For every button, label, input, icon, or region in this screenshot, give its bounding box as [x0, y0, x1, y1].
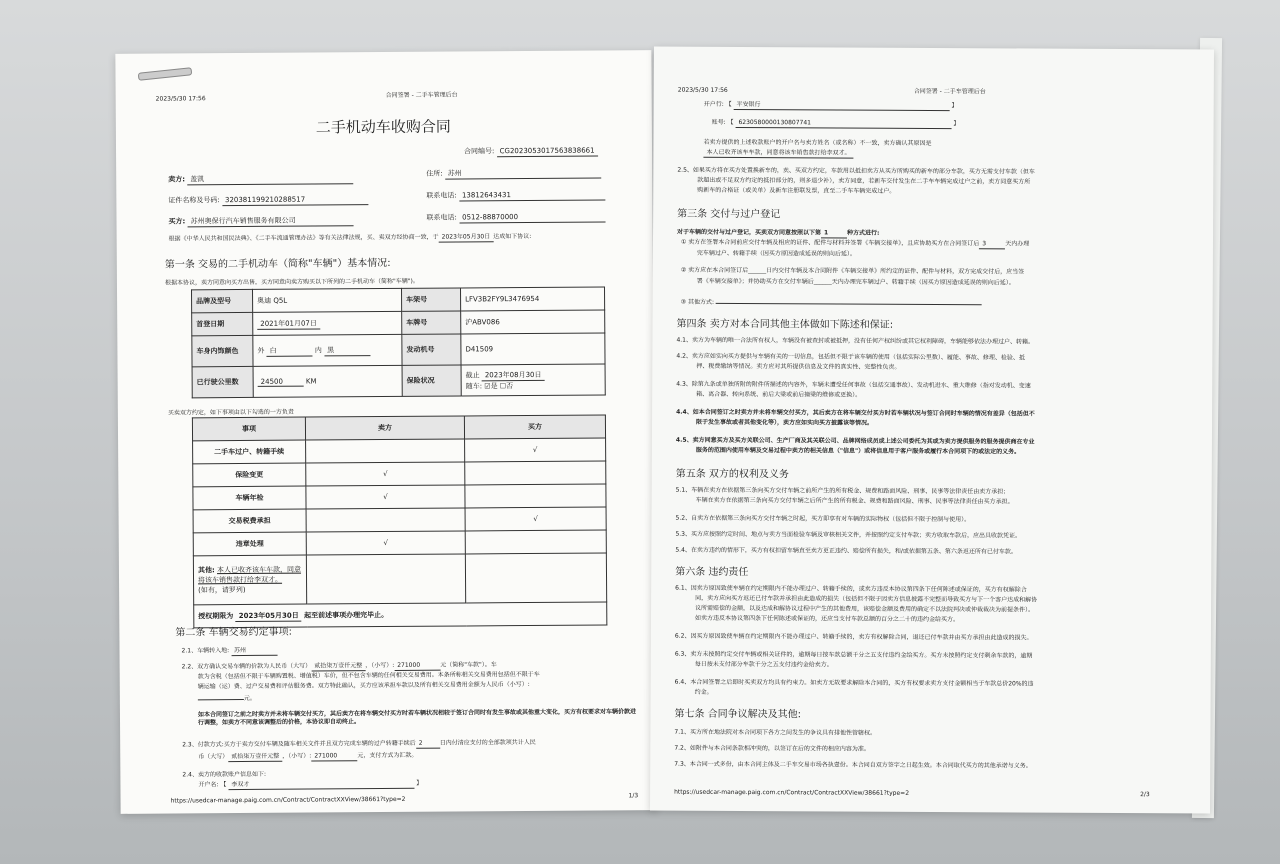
account-note-1: 若卖方提供的上述收款账户的开户名与卖方姓名（或名称）不一致，卖方确认其原因是 — [703, 138, 932, 147]
seller-row: 卖方: 盖凯 — [168, 174, 353, 185]
clause-2-5-line1: 2.5、如果买方将在买方处置换新车的，卖、买双方约定，车款用以抵扣卖方从买方所购买的新车的部分车款，买方无需支付车款（但车 — [677, 166, 1035, 176]
page2-footer-url: https://usedcar-manage.paig.com.cn/Contract/ContractXXView/38661?type=2 — [674, 788, 910, 797]
clause-4-1: 4.1、卖方为车辆的唯一合法所有权人，车辆没有被查封或被抵押，没有任何产权纠纷或其它权利障碍，车辆能够依法办理过户、转籍。 — [676, 336, 1035, 346]
clause-4-2-line2: 押、税费缴纳等情况。卖方应对其所提供信息及文件的真实性、完整性负责。 — [696, 362, 901, 371]
intro-text: 根据《中华人民共和国民法典》、《二手车流通管理办法》等有关法律法规，买、卖双方经协商一致，于 2023年05月30日 达成如下协议: — [168, 232, 532, 243]
clause-2-3-line2: 币（大写） 贰拾柒万壹仟元整 ，（小写）: 271000 元，支付方式为汇款。 — [198, 751, 418, 761]
page1-header-title: 合同签署 - 二手车管理后台 — [385, 91, 458, 99]
clause-7-3: 7.3、本合同一式多份，由本合同主体及二手车交易市场各执壹份。本合同自双方签字之日起生效。本合同取代买方的其他承诺与义务。 — [674, 760, 1032, 770]
clause-7-2: 7.2、如附件与本合同条款相冲突的，以签订在后的文件的相应内容为准。 — [674, 744, 870, 753]
article-1-sub: 根据本协议，卖方同意向买方出售，买方同意向卖方购买以下所列的二手机动车（简称"车辆")。 — [164, 277, 419, 287]
article-7-title: 第七条 合同争议解决及其他: — [674, 708, 802, 721]
page2-header-title: 合同签署 - 二手车管理后台 — [913, 87, 986, 96]
page2-header-date: 2023/5/30 17:56 — [677, 86, 728, 94]
table-row: 二手车过户、转籍手续 √ — [193, 438, 606, 464]
article-2-title: 第二条 车辆交易约定事项: — [175, 626, 292, 639]
clause-4-4-line2: 限于发生事故或者其他变化等），卖方应如实向买方披露该等情况。 — [696, 418, 874, 427]
clause-5-4: 5.4、在卖方违约的情形下，买方有权扣留车辆直至卖方更正违约、赔偿所有损失，和/或依据第五条、第六条返还所有已付车款。 — [675, 546, 1017, 556]
clause-6-4-line2: 约金。 — [694, 688, 713, 696]
option-1-line1: ① 卖方在签署本合同前应交付车辆及相应的证件、配件与材料并签署《车辆交接单》，且应协助买方在合同签订后 3 天内办理 — [680, 238, 1030, 248]
bank-row: 开户行: 【 平安银行 】 — [703, 100, 958, 110]
clause-2-5-line3: 购新车的合格证（或关单）及新车注册联发票，直至二手车车辆完成过户。 — [697, 186, 896, 195]
clause-4-2-line1: 4.2、卖方应如实向买方提供与车辆有关的一切信息，包括但不限于该车辆的使用（包括实际公里数）、履能、事故、修理、检验、抵 — [676, 352, 1025, 362]
account-note-2: 本人已收齐该车车款，同意将该车销售款打给李双才。 — [703, 149, 853, 158]
clause-6-1-line1: 6.1、因卖方原因致使车辆在约定期限内不能办理过户、转籍手续的，或卖方违反本协议第四条下任何陈述或保证的，买方有权解除合 — [675, 584, 1027, 594]
article-3-intro: 对于车辆的交付与过户登记，买卖双方同意按照以下第 1 种方式进行: — [677, 228, 880, 237]
page2-number: 2/3 — [1140, 791, 1150, 799]
article-3-title: 第三条 交付与过户登记 — [677, 208, 781, 221]
id-row: 证件名称及号码: 320381199210288517 — [168, 195, 368, 206]
duty-table: 事项 卖方 买方 二手车过户、转籍手续 √ 保险变更 √ 车辆年检 √ 交易税费承担 √ 违章处理 √ 其他: 本人已收齐该车车款，同意将该车销售款打给李双才。 (如有，请罗列) 授权期限为 2023年05月30日 起至前述事项办理完毕止。 — [192, 414, 607, 628]
page1-footer-url: https://usedcar-manage.paig.com.cn/Contract/ContractXXView/38661?type=2 — [170, 795, 406, 805]
clause-2-2-bold: 如本合同签订之前之时卖方并未将车辆交付买方，其后卖方在将车辆交付买方时若车辆状况相较于签订合同时有发生事故或其他重大变化，买方有权要求对车辆价款进行调整，如卖方不同意该调整后的价格，本协议即自动终止。 — [197, 708, 636, 726]
page-title: 二手机动车收购合同 — [315, 117, 451, 137]
table-row: 车辆年检 √ — [193, 484, 606, 510]
clause-4-3-line1: 4.3、除第九条或单独所附的附件所描述的内容外，车辆未遭受任何事故（包括交通事故）、发动机进水、重大维修（指对发动机、变速 — [676, 380, 1031, 390]
clause-6-4-line1: 6.4、本合同签署之后即时买卖双方均具有约束力。如卖方无故要求解除本合同的，买方有权要求卖方支付金额相当于车款总价20%的违 — [674, 678, 1034, 688]
clause-5-2: 5.2、自卖方在依据第三条向买方交付车辆之时起，买方即享有对车辆的实际物权（包括但不限于控制与使用）。 — [675, 514, 971, 524]
buyer-row: 买方: 苏州奥保行汽车销售服务有限公司 — [168, 216, 353, 227]
account-row: 账号: 【 6230580000130807741 】 — [711, 118, 960, 128]
clause-6-3-line1: 6.3、卖方未按照约定交付车辆或相关证件的，逾期每日按车款总额千分之五支付违约金给买方。买方未按照约定支付剩余车款的，逾期 — [674, 650, 1033, 660]
clause-7-1: 7.1、买方所在地法院对本合同项下各方之间发生的争议具有排他性管辖权。 — [674, 728, 876, 737]
clause-2-1: 2.1、车辆转入地: 苏州 — [181, 647, 277, 656]
clause-2-2-line2: 款为含税（包括但不限于车辆购置税、增值税）车价，但不包含车辆的任何相关交易费用。本条所称相关交易费用包括但不限于车 — [197, 670, 540, 681]
vehicle-info-table: 品牌及型号 奥迪 Q5L 车架号 LFV3B2FY9L3476954 首登日期 2021年01月07日 车牌号 沪ABV086 车身内饰颜色 外 白 内 黑 发动机号 D41509 已行驶公里数 24500 KM 保险状况 截止 2023年08月30日 随车: ☑是 ☐否 — [191, 286, 606, 398]
option-2-line2: 署《车辆交接单》；并协助买方在交付车辆后______天内办理完车辆过户、转籍手续（因买方原因造成延误的则向后延）。 — [696, 277, 1015, 287]
contract-page-2 — [650, 47, 1214, 814]
clause-6-2: 6.2、因买方原因致使车辆在约定期限内不能办理过户、转籍手续的，卖方有权解除合同，退还已付车款并由买方承担由此造成的损失。 — [674, 632, 1033, 642]
option-2-line1: ② 卖方应在本合同签订后______日内交付车辆及本合同附件《车辆交接单》所约定的证件、配件与材料，双方完成交付后，应当签 — [680, 266, 1025, 276]
page1-header-date: 2023/5/30 17:56 — [155, 95, 206, 103]
clause-4-5-line2: 服务的范围内使用车辆及交易过程中卖方的相关信息（"信息"）或将信息用于客户服务或履行本合同项下的或法定的义务。 — [695, 446, 1021, 456]
seller-phone-row: 联系电话: 13812643431 — [426, 190, 605, 201]
clause-5-1-line1: 5.1、车辆在卖方在依据第三条向买方交付车辆之前所产生的所有税金、规费和路面风险、刑事、民事等法律责任由卖方承担； — [675, 486, 1010, 496]
clause-2-5-line2: 款超出或不足双方约定的抵扣部分的，则多退少补），卖方同意，若新车交付发生在二手车车辆完成过户之前，卖方同意买方所 — [697, 176, 1031, 186]
clause-6-1-line3: 议所需赔偿的金额，以及达成和解协议过程中产生的其他费用，该赔偿金额及费用的确定不以法院判决或仲裁裁决为前提条件）。 — [695, 604, 1035, 614]
contract-page-1 — [115, 50, 656, 814]
clause-6-1-line4: 如卖方违反本协议第四条下任何陈述或保证的，还应当支付车款总额的百分之二十的违约金给买方。 — [694, 614, 960, 624]
table-row: 交易税费承担 √ — [193, 507, 606, 533]
agree-line: 买卖双方约定，如下事项由以下勾选的一方负责 — [167, 408, 294, 417]
account-holder: 开户名: 【 李双才 】 — [198, 779, 423, 789]
buyer-phone-row: 联系电话: 0512-88870000 — [426, 212, 605, 223]
article-6-title: 第六条 违约责任 — [675, 566, 749, 579]
table-row: 违章处理 √ — [193, 530, 606, 556]
article-4-title: 第四条 卖方对本合同其他主体做如下陈述和保证: — [676, 318, 894, 331]
clause-2-2-line3: 辆运输（运）费、过户交易费和评估服务费。双方特此确认，买方应该承担车款以及所有相关交易费用金额为人民币（小写）: — [197, 681, 530, 691]
option-1-line2: 完车辆过户、转籍手续（因买方原因造成延误的则向后延）。 — [696, 249, 856, 258]
clause-2-2-line4: 元。 — [198, 695, 256, 703]
contract-no: 合同编号: CG2023053017563838661 — [464, 147, 598, 158]
table-row: 保险变更 √ — [193, 461, 606, 487]
option-3: ③ 其他方式: — [681, 299, 982, 308]
page1-number: 1/3 — [628, 792, 639, 800]
clause-2-2-line1: 2.2、双方确认交易车辆的价款为人民币（大写） 贰拾柒万壹仟元整 ，（小写）: 271000 元（简称"车款"）。车 — [181, 661, 497, 671]
address-row: 住所: 苏州 — [426, 168, 601, 179]
clause-6-3-line2: 每日按未支付部分车款千分之五支付违约金给卖方。 — [694, 660, 833, 669]
article-5-title: 第五条 双方的权利及义务 — [675, 468, 789, 481]
clause-4-3-line2: 箱、离合器、转向系统、前后大梁或前后撞梁的维修或更换）。 — [696, 390, 862, 399]
clause-2-3-line1: 2.3、付款方式:买方于卖方交付车辆及随车相关文件并且双方完成车辆的过户转籍手续后 2 日内付清应支付的全部款项共计人民 — [182, 738, 536, 749]
clause-4-4-line1: 4.4、如本合同签订之时卖方并未将车辆交付买方，其后卖方在将车辆交付买方时若车辆状况与签订合同时车辆的情况有差异（包括但不 — [676, 408, 1035, 418]
clause-5-1-line2: 车辆在卖方在依据第三条向买方交付车辆之后所产生的所有税金、规费和路面风险、刑事、民事等法律责任由买方承担。 — [695, 496, 1014, 506]
article-1-title: 第一条 交易的二手机动车（简称"车辆"）基本情况: — [164, 257, 391, 271]
clause-5-3: 5.3、买方应按照约定时间、地点与卖方当面检验车辆及审核相关文件，并按照约定支付车款；卖方收取车款后，应出具收款凭证。 — [675, 530, 1022, 540]
clause-2-4: 2.4、卖方的收款账户信息如下: — [182, 770, 266, 779]
clause-4-5-line1: 4.5、卖方同意买方及买方关联公司、生产厂商及其关联公司、品牌网络成员或上述公司委托为其或为卖方提供服务的服务提供商在专业 — [675, 436, 1035, 446]
clause-6-1-line2: 同，卖方应向买方返还已付车款并承担由此造成的损失（包括但不限于因卖方信息披露不完整而导致买方与下一个客户达成和解协 — [695, 594, 1038, 604]
